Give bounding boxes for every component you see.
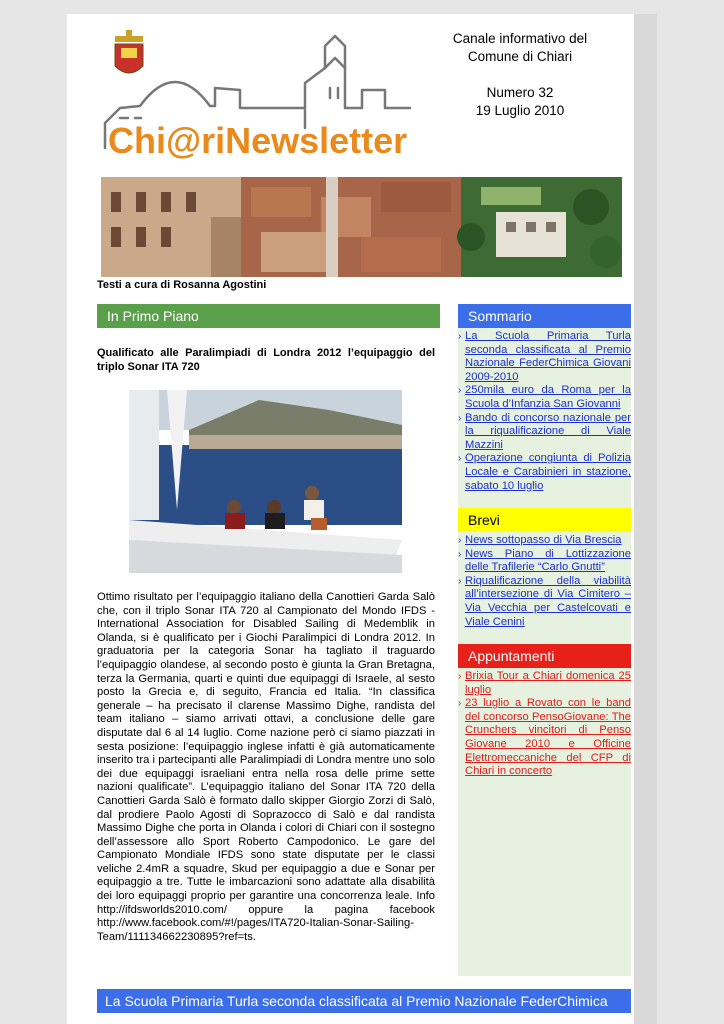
page-right-strip	[634, 14, 657, 1024]
sommario-link[interactable]: La Scuola Primaria Turla seconda classificata al Premio Nazionale FederChimica Giovani 2009-2010	[465, 330, 631, 383]
appuntamenti-list	[458, 670, 631, 779]
section-header-in-primo-piano: In Primo Piano	[97, 304, 440, 328]
credits-line: Testi a cura di Rosanna Agostini	[97, 279, 267, 291]
appuntamenti-item	[458, 697, 631, 779]
header-info	[440, 30, 600, 120]
chevron-right-icon: ›	[458, 548, 462, 560]
issue-number: Numero 32	[486, 85, 554, 100]
chevron-right-icon: ›	[458, 453, 462, 465]
chevron-right-icon: ›	[458, 331, 462, 342]
brevi-list	[458, 534, 631, 629]
article-photo	[129, 390, 402, 573]
section-header-sommario: Sommario	[458, 304, 631, 328]
header-line2: Comune di Chiari	[467, 49, 573, 64]
header-line1: Canale informativo del	[452, 31, 588, 46]
appuntamenti-link[interactable]: 23 luglio a Rovato con le band del concorso PensoGiovane: The Crunchers vincitori di Penso Giovane 2010 e Officine Elettromeccaniche del CFP di Chiari in concerto	[465, 697, 631, 778]
brevi-item	[458, 534, 631, 548]
brevi-item	[458, 575, 631, 629]
chevron-right-icon: ›	[458, 412, 462, 424]
section-header-brevi: Brevi	[458, 508, 631, 532]
brevi-item	[458, 548, 631, 575]
appuntamenti-link[interactable]: Brixia Tour a Chiari domenica 25 luglio	[465, 670, 631, 696]
coat-of-arms-icon	[115, 30, 143, 73]
chevron-right-icon: ›	[458, 385, 462, 397]
logo-wordmark: Chi@riNewsletter	[108, 120, 408, 161]
section-header-appuntamenti: Appuntamenti	[458, 644, 631, 668]
sommario-link[interactable]: Bando di concorso nazionale per la riqualificazione di Viale Mazzini	[465, 411, 631, 451]
banner-image	[101, 177, 622, 277]
sommario-item	[458, 330, 631, 384]
brevi-link[interactable]: News Piano di Lottizzazione delle Trafilerie “Carlo Gnutti”	[465, 547, 631, 574]
chevron-right-icon: ›	[458, 575, 462, 587]
article-title: Qualificato alle Paralimpiadi di Londra 2012 l’equipaggio del triplo Sonar ITA 720	[97, 347, 435, 373]
brevi-link[interactable]: News sottopasso di Via Brescia	[465, 534, 622, 546]
sommario-item	[458, 452, 631, 493]
sommario-link[interactable]: Operazione congiunta di Polizia Locale e Carabinieri in stazione, sabato 10 luglio	[465, 452, 631, 492]
newsletter-logo	[100, 28, 430, 162]
chevron-right-icon: ›	[458, 671, 462, 682]
sommario-item	[458, 384, 631, 411]
sommario-link[interactable]: 250mila euro da Roma per la Scuola d’Infanzia San Giovanni	[465, 384, 631, 410]
chevron-right-icon: ›	[458, 535, 462, 546]
sailboat-photo	[129, 390, 402, 573]
sommario-list	[458, 330, 631, 493]
brevi-link[interactable]: Riqualificazione della viabilità all’intersezione di Via Cimitero – Via Vecchia per Castelcovati e Viale Cenini	[465, 574, 631, 628]
appuntamenti-item	[458, 670, 631, 697]
chevron-right-icon: ›	[458, 698, 462, 710]
issue-date: 19 Luglio 2010	[475, 103, 565, 118]
skyline-logo-graphic	[100, 28, 430, 162]
next-article-header: La Scuola Primaria Turla seconda classificata al Premio Nazionale FederChimica	[97, 989, 631, 1013]
article-body: Ottimo risultato per l’equipaggio italiano della Canottieri Garda Salò che, con il triplo Sonar ITA 720 al Campionato del Mondo IFDS - International Association for Disabled Sailing di Medemblik in Olanda, si è qualificato per i Giochi Paralimpici di Londra 2012. In graduatoria per la categoria Sonar ha tagliato il traguardo l’equipaggio olandese, al secondo posto è giunta la Gran Bretagna, terza la Germania, quarti e quinti due equipaggi di Israele, al sesto posto la Grecia e, di seguito, Francia ed Italia. “In classifica generale – ha precisato il clarense Massimo Dighe, randista del team italiano – siamo arrivati ottavi, a conclusione delle gare disputate dal 6 al 14 luglio. Come nazione però ci siamo piazzati in sesta posizione: l’equipaggio inglese infatti è già automaticamente inserito tra i partecipanti alle Paralimpiadi di Londra mentre uno solo dei due equipaggi israeliani entra nella rosa delle prime sette nazioni qualificate”. L’equipaggio italiano del Sonar ITA 720 della Canottieri Garda Salò è formato dallo skipper Giorgio Zorzi di Salò, dal prodiere Paolo Agosti di Soprazocco di Salò e dal randista Massimo Dighe che porta in Olanda i colori di Chiari con il sostegno dell’assessore allo Sport Roberto Campodonico. Le gare del Campionato Mondiale IFDS sono state disputate per le classi veliche 2.4mR a squadre, Skud per equipaggio a due e Sonar per equipaggio a tre. Tutte le imbarcazioni sono adattate alla disabilità dei loro equipaggi proprio per garantire una concorrenza leale. Info http://ifdsworlds2010.com/ oppure la pagina facebook http://www.facebook.com/#!/pages/ITA720-Italian-Sonar-Sailing-Team/111134662230895?ref=ts.	[97, 591, 435, 943]
banner-photo	[101, 177, 622, 277]
sommario-item	[458, 412, 631, 453]
